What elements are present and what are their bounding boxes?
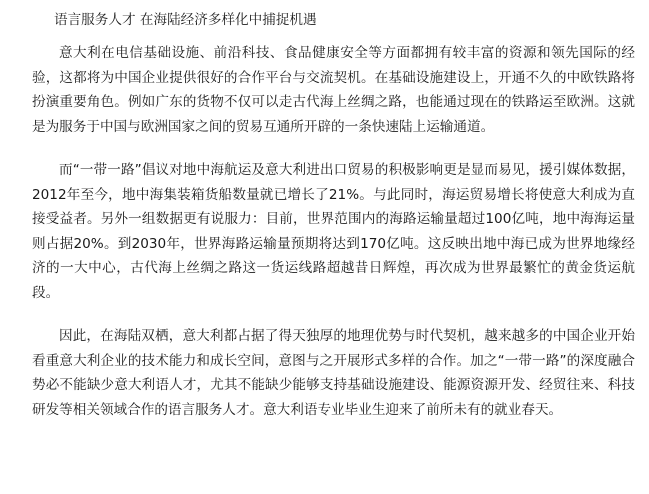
article-paragraph-1: 意大利在电信基础设施、前沿科技、食品健康安全等方面都拥有较丰富的资源和领先国际的经验，这都将为中国企业提供很好的合作平台与交流契机。在基础设施建设上，开通不久的中欧铁路将扮演重要角色。例如广东的货物不仅可以走古代海上丝绸之路，也能通过现在的铁路运至欧洲。这就是为服务于中国与欧洲国家之间的贸易互通所开辟的一条快速陆上运输通道。 bbox=[32, 45, 635, 135]
article-paragraph-3: 因此，在海陆双栖，意大利都占据了得天独厚的地理优势与时代契机，越来越多的中国企业开始看重意大利企业的技术能力和成长空间，意图与之开展形式多样的合作。加之“一带一路”的深度融合势必不能缺少意大利语人才，尤其不能缺少能够支持基础设施建设、能源资源开发、经贸往来、科技研发等相关领域合作的语言服务人才。意大利语专业毕业生迎来了前所未有的就业春天。 bbox=[32, 328, 635, 418]
article-heading: 语言服务人才 在海陆经济多样化中捕捉机遇 bbox=[54, 12, 317, 28]
article-paragraph-2: 而“一带一路”倡议对地中海航运及意大利进出口贸易的积极影响更是显而易见，援引媒体数据，2012年至今，地中海集装箱货船数量就已增长了21%。与此同时，海运贸易增长将使意大利成为直接受益者。另外一组数据更有说服力：目前，世界范围内的海路运输量超过100亿吨，地中海海运量则占据20%。到2030年，世界海路运输量预期将达到170亿吨。这反映出地中海已成为世界地缘经济的一大中心，古代海上丝绸之路这一货运线路超越昔日辉煌，再次成为世界最繁忙的黄金货运航段。 bbox=[32, 162, 635, 301]
